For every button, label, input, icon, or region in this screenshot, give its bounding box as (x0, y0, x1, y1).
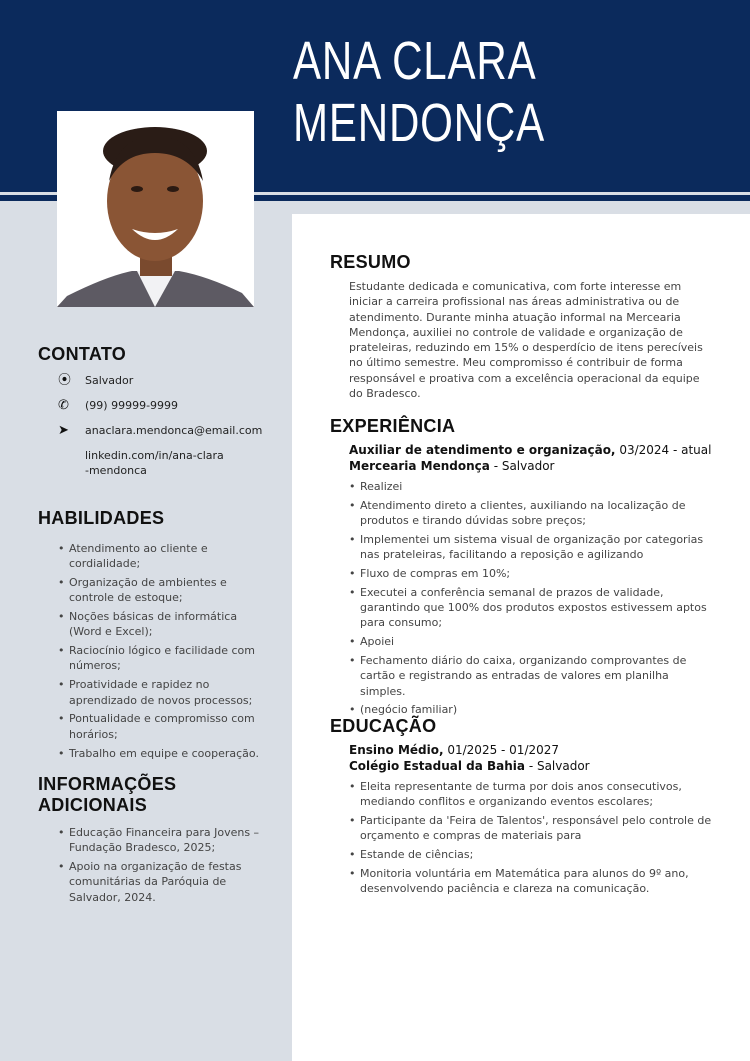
experience-item: • Fluxo de compras em 10%; (349, 566, 715, 581)
contact-email (38, 423, 278, 438)
edu-location: - Salvador (525, 758, 590, 773)
skills-list (58, 541, 263, 761)
edu-degree: Ensino Médio, (349, 743, 444, 757)
contact-phone (38, 398, 278, 413)
skill-item: • Noções básicas de informática (Word e Excel); (58, 609, 263, 639)
candidate-name (293, 30, 545, 154)
contact-linkedin (38, 448, 278, 478)
profile-photo (57, 111, 254, 307)
education-item: • Participante da 'Feira de Talentos', responsável pelo controle de orçamento e compras de materiais para (349, 813, 715, 843)
experience-item: • Apoiei (349, 634, 715, 649)
skill-item: • Atendimento ao cliente e cordialidade; (58, 541, 263, 571)
summary-heading: RESUMO (330, 252, 411, 272)
location-pin-icon: ⦿ (58, 373, 72, 388)
experience-item: • Executei a conferência semanal de prazos de validade, garantindo que 100% dos produtos expostos estivessem aptos para consumo; (349, 585, 715, 631)
edu-dates: 01/2025 - 01/2027 (443, 743, 560, 757)
name-line-2: MENDONÇA (293, 93, 545, 153)
contact-heading: CONTATO (38, 344, 127, 364)
skills-section (38, 508, 263, 764)
job-company-line (349, 459, 715, 475)
summary-text: Estudante dedicada e comunicativa, com forte interesse em iniciar a carreira profissional nas áreas administrativa ou de atendimento. Durante minha atuação informal na Mercearia Mendonça, auxiliei no controle de validade e organização de prateleiras, reduzindo em 15% o desperdício de itens perecíveis no último semestre. Meu compromisso é contribuir de forma responsável e proativa com a excelência operacional da equipe do Bradesco. (349, 280, 703, 401)
education-item: • Eleita representante de turma por dois anos consecutivos, mediando conflitos e organizando eventos escolares; (349, 779, 715, 809)
contact-email-link[interactable]: anaclara.mendonca@email.com (85, 424, 263, 437)
experience-item: • Fechamento diário do caixa, organizando comprovantes de cartão e registrando as entradas de valores em planilha simples. (349, 653, 715, 699)
contact-section (38, 344, 278, 488)
additional-item: • Educação Financeira para Jovens – Fundação Bradesco, 2025; (58, 825, 263, 855)
experience-item: • Atendimento direto a clientes, auxiliando na localização de produtos e tirando dúvidas sobre preços; (349, 498, 715, 528)
additional-item: • Apoio na organização de festas comunitárias da Paróquia de Salvador, 2024. (58, 859, 263, 905)
paper-plane-icon: ➤ (58, 423, 69, 438)
education-item: • Estande de ciências; (349, 847, 715, 862)
experience-item: • Realizei (349, 479, 715, 494)
skill-item: • Proatividade e rapidez no aprendizado de novos processos; (58, 677, 263, 707)
education-heading: EDUCAÇÃO (330, 716, 437, 736)
summary-section (330, 252, 715, 401)
contact-location-text: Salvador (85, 374, 134, 387)
experience-list (349, 479, 715, 718)
job-role: Auxiliar de atendimento e organização, (349, 443, 616, 457)
skills-heading: HABILIDADES (38, 508, 165, 528)
education-list (349, 779, 715, 896)
job-location: - Salvador (489, 458, 555, 473)
job-dates: 03/2024 - atual (615, 443, 712, 457)
skill-item: • Organização de ambientes e controle de estoque; (58, 575, 263, 605)
contact-phone-text: (99) 99999-9999 (85, 399, 179, 412)
experience-item: • Implementei um sistema visual de organização por categorias nas prateleiras, facilitando a reposição e agilizando (349, 532, 715, 562)
edu-degree-line (349, 743, 715, 759)
job-title-line (349, 443, 715, 459)
edu-school-line (349, 759, 715, 775)
additional-list (58, 825, 263, 905)
skill-item: • Trabalho em equipe e cooperação. (58, 746, 263, 761)
additional-heading: INFORMAÇÕES ADICIONAIS (38, 774, 177, 815)
education-section (330, 716, 715, 900)
experience-item: • (negócio familiar) (349, 702, 715, 717)
additional-section (38, 774, 263, 908)
experience-section (330, 416, 715, 721)
experience-heading: EXPERIÊNCIA (330, 416, 456, 436)
contact-linkedin-link[interactable]: linkedin.com/in/ana-clara-mendonca (85, 449, 224, 477)
contact-location (38, 373, 278, 388)
skill-item: • Pontualidade e compromisso com horários; (58, 711, 263, 741)
education-item: • Monitoria voluntária em Matemática para alunos do 9º ano, desenvolvendo paciência e clareza na comunicação. (349, 866, 715, 896)
edu-school: Colégio Estadual da Bahia (349, 758, 525, 773)
job-company: Mercearia Mendonça (349, 458, 490, 473)
name-line-1: ANA CLARA (293, 31, 537, 91)
skill-item: • Raciocínio lógico e facilidade com números; (58, 643, 263, 673)
phone-icon: ✆ (58, 398, 69, 413)
